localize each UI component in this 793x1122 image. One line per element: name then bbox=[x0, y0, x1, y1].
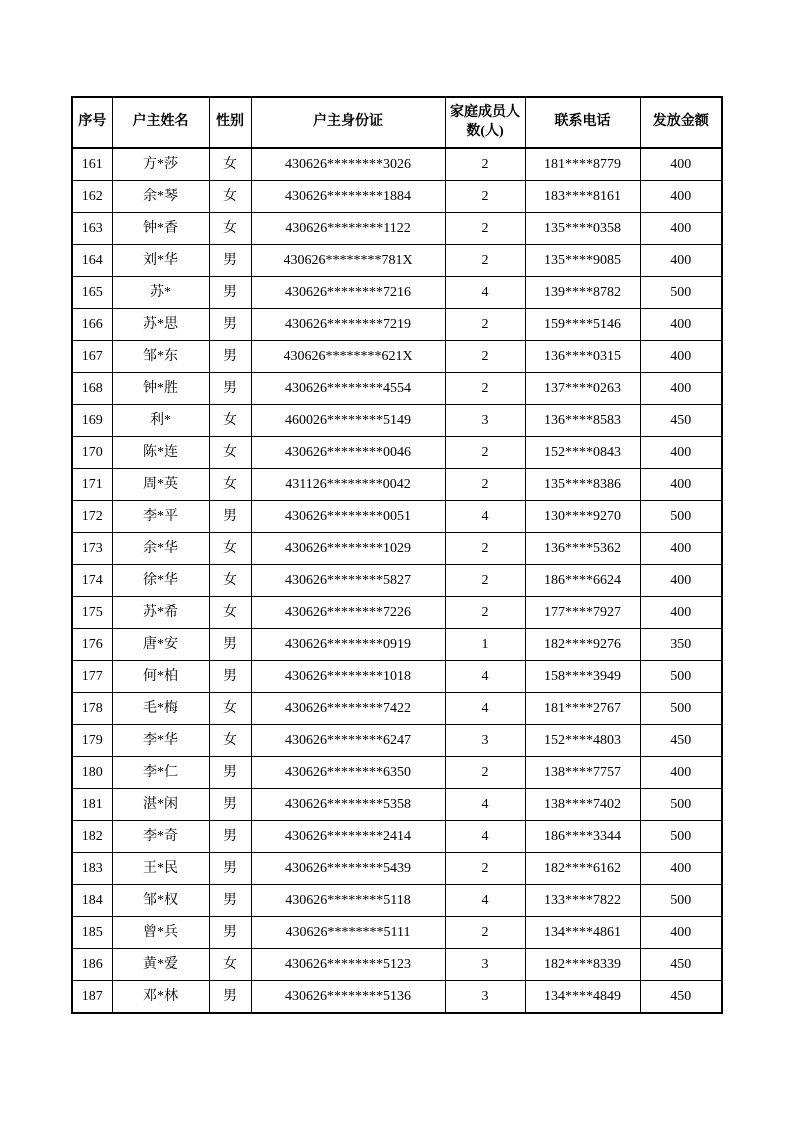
table-cell: 186****6624 bbox=[525, 565, 640, 597]
table-cell: 450 bbox=[640, 405, 722, 437]
table-cell: 女 bbox=[209, 533, 251, 565]
table-row bbox=[72, 309, 722, 341]
table-row bbox=[72, 917, 722, 949]
table-cell: 133****7822 bbox=[525, 885, 640, 917]
table-cell: 男 bbox=[209, 501, 251, 533]
column-header: 户主身份证 bbox=[251, 97, 445, 148]
table-cell: 165 bbox=[72, 277, 112, 309]
table-cell: 邓*林 bbox=[112, 981, 209, 1014]
table-cell: 182****8339 bbox=[525, 949, 640, 981]
table-cell: 134****4861 bbox=[525, 917, 640, 949]
table-cell: 180 bbox=[72, 757, 112, 789]
table-cell: 186****3344 bbox=[525, 821, 640, 853]
column-header: 序号 bbox=[72, 97, 112, 148]
table-cell: 430626********5136 bbox=[251, 981, 445, 1014]
column-header: 家庭成员人数(人) bbox=[445, 97, 525, 148]
table-cell: 500 bbox=[640, 789, 722, 821]
column-header: 联系电话 bbox=[525, 97, 640, 148]
table-cell: 138****7757 bbox=[525, 757, 640, 789]
table-cell: 163 bbox=[72, 213, 112, 245]
table-cell: 183 bbox=[72, 853, 112, 885]
table-cell: 182****6162 bbox=[525, 853, 640, 885]
table-row bbox=[72, 853, 722, 885]
table-body bbox=[72, 148, 722, 1013]
table-cell: 185 bbox=[72, 917, 112, 949]
table-cell: 400 bbox=[640, 373, 722, 405]
table-row bbox=[72, 725, 722, 757]
table-cell: 女 bbox=[209, 565, 251, 597]
table-cell: 177****7927 bbox=[525, 597, 640, 629]
table-cell: 毛*梅 bbox=[112, 693, 209, 725]
table-cell: 167 bbox=[72, 341, 112, 373]
table-row bbox=[72, 661, 722, 693]
table-cell: 430626********5111 bbox=[251, 917, 445, 949]
table-cell: 3 bbox=[445, 405, 525, 437]
table-cell: 4 bbox=[445, 693, 525, 725]
table-cell: 女 bbox=[209, 213, 251, 245]
table-cell: 430626********7216 bbox=[251, 277, 445, 309]
table-cell: 184 bbox=[72, 885, 112, 917]
table-cell: 3 bbox=[445, 949, 525, 981]
table-row bbox=[72, 245, 722, 277]
table-cell: 4 bbox=[445, 501, 525, 533]
table-cell: 138****7402 bbox=[525, 789, 640, 821]
table-cell: 172 bbox=[72, 501, 112, 533]
table-cell: 430626********6350 bbox=[251, 757, 445, 789]
table-cell: 邹*东 bbox=[112, 341, 209, 373]
table-cell: 171 bbox=[72, 469, 112, 501]
table-cell: 2 bbox=[445, 341, 525, 373]
table-row bbox=[72, 405, 722, 437]
table-cell: 男 bbox=[209, 757, 251, 789]
table-cell: 400 bbox=[640, 341, 722, 373]
table-cell: 男 bbox=[209, 341, 251, 373]
table-cell: 女 bbox=[209, 725, 251, 757]
table-cell: 李*华 bbox=[112, 725, 209, 757]
table-cell: 400 bbox=[640, 533, 722, 565]
table-cell: 利* bbox=[112, 405, 209, 437]
table-cell: 430626********5827 bbox=[251, 565, 445, 597]
table-cell: 男 bbox=[209, 309, 251, 341]
table-row bbox=[72, 469, 722, 501]
table-cell: 女 bbox=[209, 437, 251, 469]
table-cell: 450 bbox=[640, 725, 722, 757]
table-cell: 2 bbox=[445, 757, 525, 789]
table-cell: 4 bbox=[445, 821, 525, 853]
table-cell: 3 bbox=[445, 725, 525, 757]
table-cell: 男 bbox=[209, 917, 251, 949]
table-row bbox=[72, 629, 722, 661]
table-cell: 158****3949 bbox=[525, 661, 640, 693]
table-cell: 430626********621X bbox=[251, 341, 445, 373]
table-cell: 李*仁 bbox=[112, 757, 209, 789]
table-cell: 2 bbox=[445, 245, 525, 277]
table-cell: 134****4849 bbox=[525, 981, 640, 1014]
table-cell: 135****0358 bbox=[525, 213, 640, 245]
table-cell: 2 bbox=[445, 469, 525, 501]
table-cell: 400 bbox=[640, 917, 722, 949]
table-cell: 430626********7219 bbox=[251, 309, 445, 341]
table-cell: 430626********5439 bbox=[251, 853, 445, 885]
table-cell: 唐*安 bbox=[112, 629, 209, 661]
table-cell: 350 bbox=[640, 629, 722, 661]
table-row bbox=[72, 885, 722, 917]
table-cell: 400 bbox=[640, 469, 722, 501]
table-cell: 400 bbox=[640, 181, 722, 213]
table-cell: 方*莎 bbox=[112, 148, 209, 181]
table-cell: 179 bbox=[72, 725, 112, 757]
table-cell: 4 bbox=[445, 277, 525, 309]
table-cell: 男 bbox=[209, 853, 251, 885]
table-cell: 169 bbox=[72, 405, 112, 437]
table-cell: 2 bbox=[445, 917, 525, 949]
table-row bbox=[72, 437, 722, 469]
column-header: 发放金额 bbox=[640, 97, 722, 148]
table-cell: 136****8583 bbox=[525, 405, 640, 437]
table-cell: 钟*胜 bbox=[112, 373, 209, 405]
table-cell: 钟*香 bbox=[112, 213, 209, 245]
table-cell: 181****2767 bbox=[525, 693, 640, 725]
table-cell: 170 bbox=[72, 437, 112, 469]
table-cell: 430626********4554 bbox=[251, 373, 445, 405]
table-cell: 男 bbox=[209, 661, 251, 693]
table-cell: 3 bbox=[445, 981, 525, 1014]
table-cell: 187 bbox=[72, 981, 112, 1014]
table-cell: 430626********1029 bbox=[251, 533, 445, 565]
table-cell: 2 bbox=[445, 533, 525, 565]
table-cell: 430626********5123 bbox=[251, 949, 445, 981]
table-cell: 4 bbox=[445, 661, 525, 693]
table-row bbox=[72, 821, 722, 853]
table-cell: 175 bbox=[72, 597, 112, 629]
table-cell: 166 bbox=[72, 309, 112, 341]
table-cell: 2 bbox=[445, 213, 525, 245]
table-cell: 2 bbox=[445, 373, 525, 405]
table-row bbox=[72, 565, 722, 597]
table-cell: 苏* bbox=[112, 277, 209, 309]
table-cell: 178 bbox=[72, 693, 112, 725]
table-cell: 李*平 bbox=[112, 501, 209, 533]
table-cell: 男 bbox=[209, 629, 251, 661]
table-cell: 130****9270 bbox=[525, 501, 640, 533]
table-cell: 女 bbox=[209, 949, 251, 981]
table-cell: 女 bbox=[209, 181, 251, 213]
table-cell: 173 bbox=[72, 533, 112, 565]
table-cell: 4 bbox=[445, 885, 525, 917]
table-cell: 苏*思 bbox=[112, 309, 209, 341]
table-cell: 男 bbox=[209, 821, 251, 853]
table-cell: 何*柏 bbox=[112, 661, 209, 693]
table-cell: 邹*权 bbox=[112, 885, 209, 917]
table-cell: 陈*连 bbox=[112, 437, 209, 469]
table-row bbox=[72, 949, 722, 981]
table-cell: 余*华 bbox=[112, 533, 209, 565]
column-header: 户主姓名 bbox=[112, 97, 209, 148]
table-cell: 430626********7226 bbox=[251, 597, 445, 629]
table-cell: 徐*华 bbox=[112, 565, 209, 597]
table-cell: 164 bbox=[72, 245, 112, 277]
table-cell: 152****0843 bbox=[525, 437, 640, 469]
table-cell: 135****9085 bbox=[525, 245, 640, 277]
table-row bbox=[72, 693, 722, 725]
table-cell: 400 bbox=[640, 309, 722, 341]
table-cell: 男 bbox=[209, 885, 251, 917]
table-cell: 430626********0051 bbox=[251, 501, 445, 533]
table-cell: 161 bbox=[72, 148, 112, 181]
table-cell: 400 bbox=[640, 213, 722, 245]
column-header: 性别 bbox=[209, 97, 251, 148]
table-cell: 176 bbox=[72, 629, 112, 661]
table-cell: 男 bbox=[209, 789, 251, 821]
table-cell: 183****8161 bbox=[525, 181, 640, 213]
table-cell: 李*奇 bbox=[112, 821, 209, 853]
table-cell: 182****9276 bbox=[525, 629, 640, 661]
table-cell: 刘*华 bbox=[112, 245, 209, 277]
table-cell: 182 bbox=[72, 821, 112, 853]
table-cell: 460026********5149 bbox=[251, 405, 445, 437]
table-cell: 2 bbox=[445, 437, 525, 469]
table-row bbox=[72, 757, 722, 789]
table-cell: 女 bbox=[209, 597, 251, 629]
table-cell: 177 bbox=[72, 661, 112, 693]
table-cell: 137****0263 bbox=[525, 373, 640, 405]
table-cell: 430626********1018 bbox=[251, 661, 445, 693]
table-row bbox=[72, 341, 722, 373]
table-cell: 400 bbox=[640, 853, 722, 885]
table-cell: 430626********7422 bbox=[251, 693, 445, 725]
table-cell: 430626********2414 bbox=[251, 821, 445, 853]
table-cell: 136****5362 bbox=[525, 533, 640, 565]
table-head bbox=[72, 97, 722, 148]
table-row bbox=[72, 533, 722, 565]
table-cell: 500 bbox=[640, 885, 722, 917]
table-cell: 2 bbox=[445, 853, 525, 885]
table-cell: 400 bbox=[640, 757, 722, 789]
table-row bbox=[72, 181, 722, 213]
table-cell: 500 bbox=[640, 501, 722, 533]
table-cell: 女 bbox=[209, 469, 251, 501]
table-cell: 430626********5118 bbox=[251, 885, 445, 917]
table-cell: 1 bbox=[445, 629, 525, 661]
table-cell: 黄*爱 bbox=[112, 949, 209, 981]
table-cell: 王*民 bbox=[112, 853, 209, 885]
table-cell: 男 bbox=[209, 981, 251, 1014]
table-cell: 500 bbox=[640, 661, 722, 693]
table-cell: 400 bbox=[640, 437, 722, 469]
table-cell: 曾*兵 bbox=[112, 917, 209, 949]
table-cell: 162 bbox=[72, 181, 112, 213]
table-cell: 152****4803 bbox=[525, 725, 640, 757]
table-cell: 450 bbox=[640, 981, 722, 1014]
table-cell: 2 bbox=[445, 148, 525, 181]
table-cell: 430626********1884 bbox=[251, 181, 445, 213]
table-cell: 181****8779 bbox=[525, 148, 640, 181]
table-row bbox=[72, 213, 722, 245]
table-row bbox=[72, 373, 722, 405]
table-cell: 430626********6247 bbox=[251, 725, 445, 757]
table-cell: 450 bbox=[640, 949, 722, 981]
table-cell: 女 bbox=[209, 405, 251, 437]
table-cell: 430626********3026 bbox=[251, 148, 445, 181]
table-cell: 女 bbox=[209, 693, 251, 725]
table-cell: 135****8386 bbox=[525, 469, 640, 501]
table-cell: 174 bbox=[72, 565, 112, 597]
table-cell: 181 bbox=[72, 789, 112, 821]
table-cell: 2 bbox=[445, 181, 525, 213]
beneficiary-table bbox=[71, 96, 723, 1014]
table-cell: 400 bbox=[640, 245, 722, 277]
table-cell: 431126********0042 bbox=[251, 469, 445, 501]
table-cell: 2 bbox=[445, 309, 525, 341]
table-cell: 500 bbox=[640, 277, 722, 309]
table-row bbox=[72, 789, 722, 821]
table-row bbox=[72, 277, 722, 309]
table-cell: 430626********5358 bbox=[251, 789, 445, 821]
table-cell: 女 bbox=[209, 148, 251, 181]
table-cell: 湛*闲 bbox=[112, 789, 209, 821]
table-row bbox=[72, 597, 722, 629]
table-cell: 400 bbox=[640, 597, 722, 629]
table-cell: 139****8782 bbox=[525, 277, 640, 309]
table-cell: 400 bbox=[640, 148, 722, 181]
table-cell: 男 bbox=[209, 245, 251, 277]
table-row bbox=[72, 148, 722, 181]
table-cell: 430626********0046 bbox=[251, 437, 445, 469]
table-cell: 430626********0919 bbox=[251, 629, 445, 661]
table-cell: 500 bbox=[640, 693, 722, 725]
table-cell: 男 bbox=[209, 373, 251, 405]
table-cell: 430626********781X bbox=[251, 245, 445, 277]
table-cell: 周*英 bbox=[112, 469, 209, 501]
table-cell: 136****0315 bbox=[525, 341, 640, 373]
table-cell: 男 bbox=[209, 277, 251, 309]
table-row bbox=[72, 981, 722, 1014]
table-cell: 400 bbox=[640, 565, 722, 597]
table-cell: 余*琴 bbox=[112, 181, 209, 213]
table-cell: 2 bbox=[445, 565, 525, 597]
table-cell: 168 bbox=[72, 373, 112, 405]
table-cell: 430626********1122 bbox=[251, 213, 445, 245]
table-cell: 500 bbox=[640, 821, 722, 853]
table-cell: 2 bbox=[445, 597, 525, 629]
table-cell: 苏*希 bbox=[112, 597, 209, 629]
table-cell: 186 bbox=[72, 949, 112, 981]
table-header-row bbox=[72, 97, 722, 148]
table-cell: 159****5146 bbox=[525, 309, 640, 341]
table-row bbox=[72, 501, 722, 533]
table-cell: 4 bbox=[445, 789, 525, 821]
